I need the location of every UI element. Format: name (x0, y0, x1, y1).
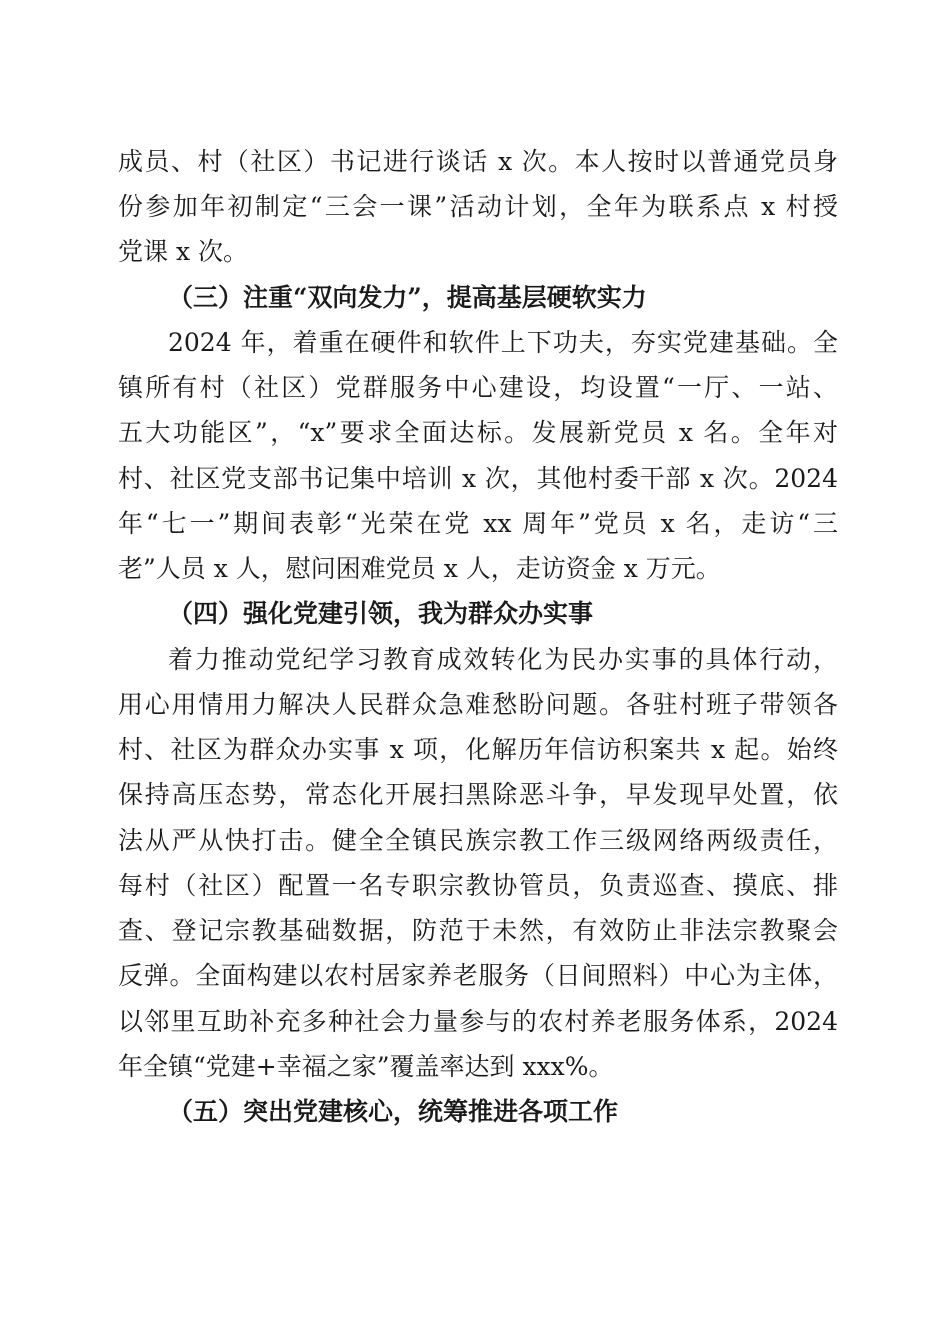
paragraph-line: 份参加年初制定“三会一课”活动计划，全年为联系点 x 村授 (118, 192, 838, 221)
section-heading-5: （五）突出党建核心，统筹推进各项工作 (168, 1097, 619, 1126)
paragraph-line: 着力推动党纪学习教育成效转化为民办实事的具体行动， (168, 645, 838, 674)
paragraph-line: 用心用情用力解决人民群众急难愁盼问题。各驻村班子带领各 (118, 690, 838, 719)
paragraph-line: 村、社区为群众办实事 x 项，化解历年信访积案共 x 起。始终 (118, 735, 838, 764)
section-heading-3: （三）注重“双向发力”，提高基层硬软实力 (168, 283, 647, 312)
paragraph-line: 2024 年，着重在硬件和软件上下功夫，夯实党建基础。全 (168, 328, 838, 357)
paragraph-line: 镇所有村（社区）党群服务中心建设，均设置“一厅、一站、 (118, 373, 838, 402)
paragraph-line: 五大功能区”，“x”要求全面达标。发展新党员 x 名。全年对 (118, 418, 838, 447)
paragraph-line: 村、社区党支部书记集中培训 x 次，其他村委干部 x 次。2024 (118, 464, 838, 493)
paragraph-line: 年“七一”期间表彰“光荣在党 xx 周年”党员 x 名，走访“三 (118, 509, 838, 538)
paragraph-line: 查、登记宗教基础数据，防范于未然，有效防止非法宗教聚会 (118, 916, 838, 945)
paragraph-line: 法从严从快打击。健全全镇民族宗教工作三级网络两级责任， (118, 826, 838, 855)
paragraph-line: 党课 x 次。 (118, 237, 248, 266)
paragraph-line: 老”人员 x 人，慰问困难党员 x 人，走访资金 x 万元。 (118, 554, 721, 583)
paragraph-line: 每村（社区）配置一名专职宗教协管员，负责巡查、摸底、排 (118, 871, 838, 900)
paragraph-line: 成员、村（社区）书记进行谈话 x 次。本人按时以普通党员身 (118, 147, 838, 176)
section-heading-4: （四）强化党建引领，我为群众办实事 (168, 599, 594, 628)
paragraph-line: 反弹。全面构建以农村居家养老服务（日间照料）中心为主体， (118, 961, 838, 990)
paragraph-line: 年全镇“党建+幸福之家”覆盖率达到 xxx%。 (118, 1052, 614, 1081)
paragraph-line: 保持高压态势，常态化开展扫黑除恶斗争，早发现早处置，依 (118, 780, 838, 809)
paragraph-line: 以邻里互助补充多种社会力量参与的农村养老服务体系，2024 (118, 1007, 838, 1036)
